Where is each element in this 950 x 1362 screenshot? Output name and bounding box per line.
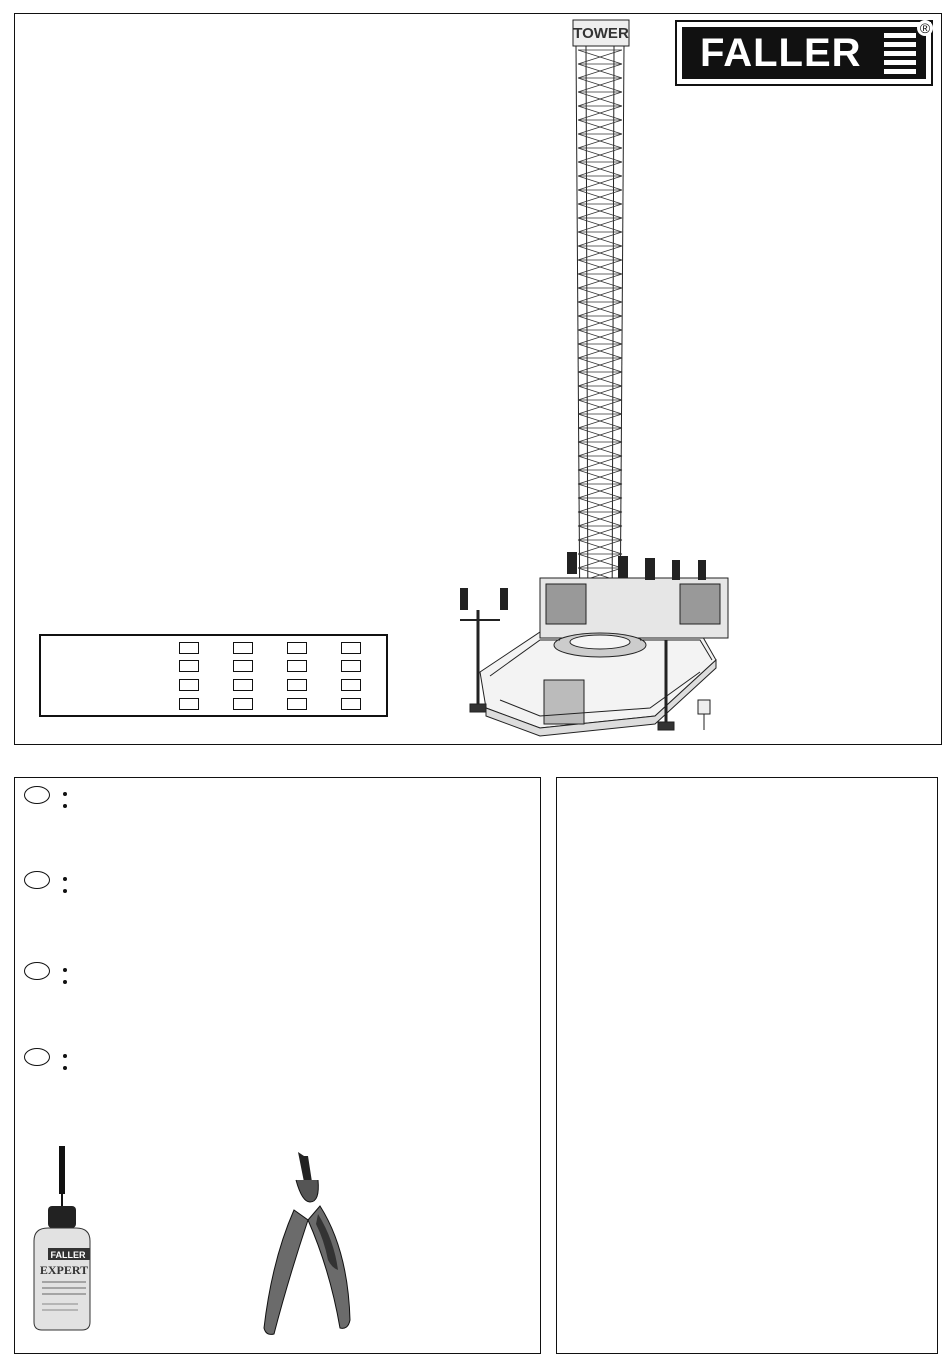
bullet-dot xyxy=(63,792,67,796)
checkbox-cell[interactable] xyxy=(287,642,307,654)
checkbox-cell[interactable] xyxy=(233,642,253,654)
bullet-dot xyxy=(63,1066,67,1070)
language-circle xyxy=(24,1048,50,1066)
bullet-dot xyxy=(63,968,67,972)
checkbox-table xyxy=(39,634,388,717)
checkbox-cell[interactable] xyxy=(233,660,253,672)
checkbox-cell[interactable] xyxy=(341,642,361,654)
bullet-dot xyxy=(63,877,67,881)
checkbox-cell[interactable] xyxy=(341,679,361,691)
checkbox-cell[interactable] xyxy=(179,642,199,654)
tower-sign-text: TOWER xyxy=(573,25,629,42)
language-circle xyxy=(24,786,50,804)
glue-brand-label: FALLER xyxy=(50,1250,86,1260)
checkbox-cell[interactable] xyxy=(287,698,307,710)
checkbox-cell[interactable] xyxy=(341,660,361,672)
language-circle xyxy=(24,962,50,980)
checkbox-cell[interactable] xyxy=(287,660,307,672)
side-cutter-illustration xyxy=(258,1150,358,1340)
bullet-dot xyxy=(63,804,67,808)
checkbox-cell[interactable] xyxy=(179,679,199,691)
checkbox-cell[interactable] xyxy=(233,679,253,691)
logo-text: FALLER xyxy=(700,31,862,75)
bullet-dot xyxy=(63,1054,67,1058)
glue-bottle-illustration xyxy=(28,1146,98,1336)
notes-frame xyxy=(556,777,938,1354)
checkbox-cell[interactable] xyxy=(179,698,199,710)
registered-mark: ® xyxy=(917,20,933,36)
checkbox-cell[interactable] xyxy=(233,698,253,710)
checkbox-cell[interactable] xyxy=(341,698,361,710)
checkbox-cell[interactable] xyxy=(287,679,307,691)
language-circle xyxy=(24,871,50,889)
bullet-dot xyxy=(63,980,67,984)
glue-product-label: EXPERT xyxy=(39,1263,89,1277)
checkbox-cell[interactable] xyxy=(179,660,199,672)
bullet-dot xyxy=(63,889,67,893)
